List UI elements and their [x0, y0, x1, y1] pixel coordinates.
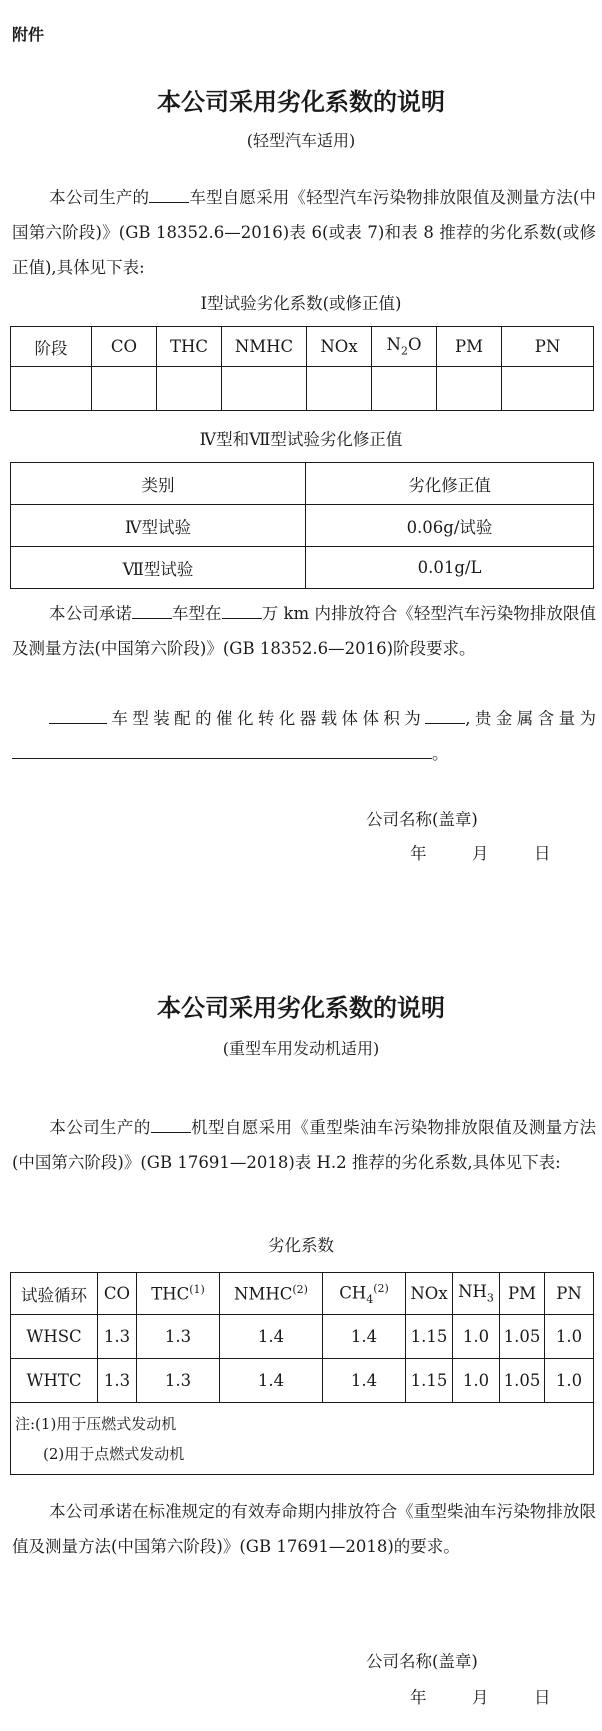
header-thc: THC$^{(1)}$ [137, 1273, 220, 1315]
commit-mid: 车型在 [171, 604, 222, 623]
heavy-signature-company: 公司名称(盖章) [366, 1652, 478, 1671]
cell-pn-input[interactable] [502, 367, 594, 411]
table-row [11, 505, 594, 547]
light-date-month: 月 [472, 844, 489, 863]
table-row [11, 367, 594, 411]
cell-nox: 1.15 [406, 1315, 453, 1359]
heavy-title: 本公司采用劣化系数的说明 [157, 994, 445, 1022]
cell-category: Ⅶ型试验 [11, 547, 306, 589]
cell-pm: 1.05 [500, 1315, 545, 1359]
header-pn: PN [545, 1273, 594, 1315]
table-row [11, 1315, 594, 1359]
vehicle-model-blank[interactable] [149, 182, 189, 203]
mileage-blank[interactable] [222, 598, 262, 619]
commit-prefix: 本公司承诺 [49, 604, 132, 623]
heavy-deterioration-table [10, 1272, 594, 1475]
precious-metal-blank[interactable] [12, 738, 432, 759]
cell-thc: 1.3 [137, 1359, 220, 1403]
header-n2o: $N_2O$ [372, 327, 437, 367]
catalyst-model-blank[interactable] [49, 703, 107, 724]
heavy-intro-paragraph [12, 1110, 596, 1180]
cell-ch4: 1.4 [323, 1315, 406, 1359]
header-nh3: $NH_3$ [453, 1273, 500, 1315]
header-thc: THC [157, 327, 222, 367]
heavy-table-caption: 劣化系数 [268, 1236, 334, 1255]
cell-thc: 1.3 [137, 1315, 220, 1359]
cell-cycle: WHSC [11, 1315, 98, 1359]
table-header-row [11, 327, 594, 367]
light-intro-text: 车型自愿采用《轻型汽车污染物排放限值及测量方法(中国第六阶段)》(GB 18352.6—2016)表 6(或表 7)和表 8 推荐的劣化系数(或修正值),具体见下表: [12, 188, 597, 277]
catalyst-end: 。 [432, 744, 449, 763]
header-correction-value: 劣化修正值 [306, 463, 594, 505]
cell-ch4: 1.4 [323, 1359, 406, 1403]
cell-value: 0.01g/L [306, 547, 594, 589]
cell-nh3: 1.0 [453, 1315, 500, 1359]
type4-type7-correction-table [10, 462, 594, 589]
cell-pm-input[interactable] [437, 367, 502, 411]
notes-row [11, 1403, 594, 1475]
header-category: 类别 [11, 463, 306, 505]
heavy-subtitle: (重型车用发动机适用) [222, 1039, 380, 1058]
table-header-row [11, 463, 594, 505]
cell-value: 0.06g/试验 [306, 505, 594, 547]
light-signature-company: 公司名称(盖章) [366, 810, 478, 829]
table-header-row [11, 1273, 594, 1315]
header-pm: PM [500, 1273, 545, 1315]
cell-nmhc: 1.4 [220, 1359, 323, 1403]
header-pn: PN [502, 327, 594, 367]
cell-co: 1.3 [98, 1359, 137, 1403]
header-pm: PM [437, 327, 502, 367]
light-commit-paragraph [12, 596, 596, 666]
heavy-date-year: 年 [410, 1688, 427, 1707]
light-subtitle: (轻型汽车适用) [246, 131, 356, 150]
header-co: CO [98, 1273, 137, 1315]
cell-pn: 1.0 [545, 1315, 594, 1359]
cell-nox-input[interactable] [307, 367, 372, 411]
cell-nh3: 1.0 [453, 1359, 500, 1403]
attachment-label: 附件 [12, 25, 45, 44]
engine-model-blank[interactable] [151, 1112, 191, 1133]
table2-caption: Ⅳ型和Ⅶ型试验劣化修正值 [199, 430, 403, 449]
heavy-intro-prefix: 本公司生产的 [49, 1118, 151, 1137]
table-row [11, 1359, 594, 1403]
header-ch4: $CH_4^{(2)}$ [323, 1273, 406, 1315]
heavy-commit-text: 本公司承诺在标准规定的有效寿命期内排放符合《重型柴油车污染物排放限值及测量方法(中国第六阶段)》(GB 17691—2018)的要求。 [12, 1502, 596, 1556]
cell-co: 1.3 [98, 1315, 137, 1359]
cell-nmhc-input[interactable] [222, 367, 307, 411]
commit-model-blank[interactable] [132, 598, 172, 619]
heavy-commit-paragraph [12, 1494, 596, 1564]
cell-co-input[interactable] [92, 367, 157, 411]
header-nmhc: NMHC [222, 327, 307, 367]
catalyst-text: 车型装配的催化转化器载体体积为 [107, 709, 426, 728]
cell-nmhc: 1.4 [220, 1315, 323, 1359]
light-title: 本公司采用劣化系数的说明 [157, 88, 445, 116]
catalyst-text-2: ,贵金属含量为 [465, 709, 597, 728]
heavy-date-day: 日 [534, 1688, 551, 1707]
header-co: CO [92, 327, 157, 367]
cell-thc-input[interactable] [157, 367, 222, 411]
cell-cycle: WHTC [11, 1359, 98, 1403]
table1-caption: Ⅰ型试验劣化系数(或修正值) [200, 294, 402, 313]
light-date-year: 年 [410, 844, 427, 863]
cell-n2o-input[interactable] [372, 367, 437, 411]
header-nox: NOx [307, 327, 372, 367]
cell-category: Ⅳ型试验 [11, 505, 306, 547]
table-notes [11, 1403, 594, 1475]
cell-nox: 1.15 [406, 1359, 453, 1403]
light-intro-paragraph [12, 180, 596, 285]
commit-text: 万 km 内排放符合《轻型汽车污染物排放限值及测量方法(中国第六阶段)》(GB 18352.6—2016)阶段要求。 [12, 604, 596, 658]
note-1: 注:(1)用于压燃式发动机 [15, 1414, 177, 1433]
header-test-cycle: 试验循环 [11, 1273, 98, 1315]
light-date-day: 日 [534, 844, 551, 863]
header-stage: 阶段 [11, 327, 92, 367]
catalyst-volume-blank[interactable] [425, 703, 465, 724]
type1-deterioration-table [10, 326, 594, 411]
heavy-date-month: 月 [472, 1688, 489, 1707]
cell-stage-input[interactable] [11, 367, 92, 411]
cell-pm: 1.05 [500, 1359, 545, 1403]
light-intro-prefix: 本公司生产的 [49, 188, 150, 207]
heavy-intro-text: 机型自愿采用《重型柴油车污染物排放限值及测量方法(中国第六阶段)》(GB 17691—2018)表 H.2 推荐的劣化系数,具体见下表: [12, 1118, 597, 1172]
cell-pn: 1.0 [545, 1359, 594, 1403]
header-nmhc: NMHC$^{(2)}$ [220, 1273, 323, 1315]
catalyst-paragraph [12, 701, 596, 771]
note-2: (2)用于点燃式发动机 [43, 1444, 185, 1463]
table-row [11, 547, 594, 589]
header-nox: NOx [406, 1273, 453, 1315]
